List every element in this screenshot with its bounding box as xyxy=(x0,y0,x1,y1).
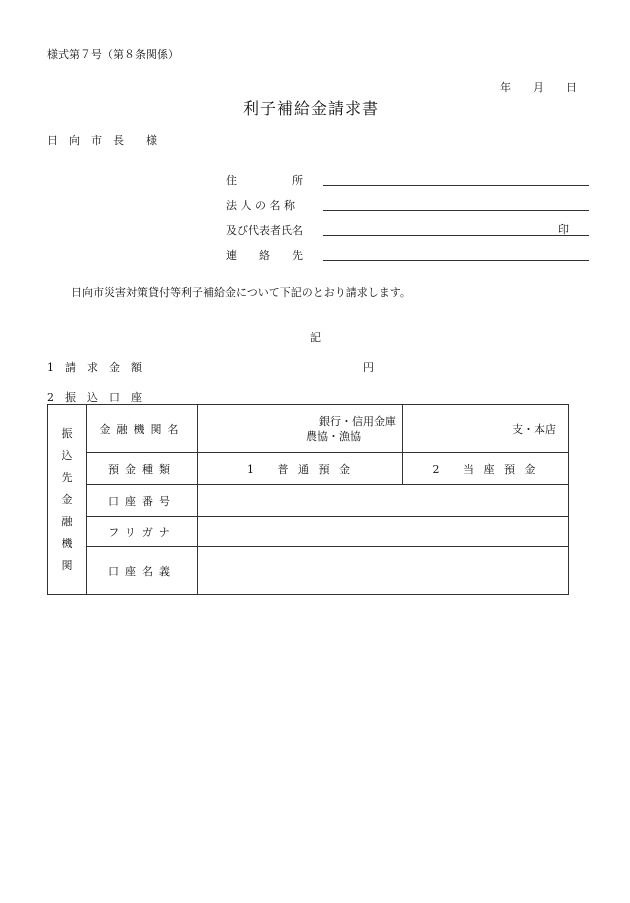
side-char: 機 xyxy=(61,536,73,550)
ki-heading: 記 xyxy=(310,331,321,344)
side-header xyxy=(48,405,87,595)
address-field[interactable] xyxy=(323,185,589,186)
side-char: 先 xyxy=(61,470,73,484)
representative-label: 及び代表者氏名 xyxy=(226,224,303,237)
furigana-label: フリガナ xyxy=(87,517,198,547)
side-char: 融 xyxy=(61,514,73,528)
address-label: 住 所 xyxy=(226,174,303,187)
deposit-type-label: 預金種類 xyxy=(87,453,198,485)
account-number-label: 口座番号 xyxy=(87,485,198,517)
furigana-field[interactable] xyxy=(198,517,569,547)
deposit-option-current[interactable]: 2 当 座 預 金 xyxy=(403,453,569,485)
institution-name-cell[interactable] xyxy=(198,405,403,453)
claim-amount-unit: 円 xyxy=(363,361,374,374)
branch-label: 支・本店 xyxy=(512,422,556,436)
bank-account-table xyxy=(47,404,569,595)
account-number-field[interactable] xyxy=(198,485,569,517)
representative-field[interactable] xyxy=(323,235,589,236)
side-char: 込 xyxy=(61,448,73,462)
contact-label: 連 絡 先 xyxy=(226,249,303,262)
transfer-account-label: 2 振 込 口 座 xyxy=(47,391,142,404)
date-line: 年 月 日 xyxy=(500,81,577,94)
institution-label: 金融機関名 xyxy=(87,405,198,453)
branch-cell[interactable] xyxy=(403,405,569,453)
addressee: 日 向 市 長 様 xyxy=(47,134,157,147)
seal-mark: 印 xyxy=(558,223,569,236)
account-name-field[interactable] xyxy=(198,547,569,595)
deposit-option-ordinary[interactable]: 1 普 通 預 金 xyxy=(198,453,403,485)
bank-types-line1: 銀行・信用金庫 xyxy=(319,414,396,428)
page-title: 利子補給金請求書 xyxy=(243,99,380,118)
side-char: 関 xyxy=(61,558,73,572)
bank-types-line2: 農協・漁協 xyxy=(306,429,361,443)
side-char: 金 xyxy=(61,492,73,506)
contact-field[interactable] xyxy=(323,260,589,261)
corp-name-label: 法 人 の 名 称 xyxy=(226,199,295,212)
corp-name-field[interactable] xyxy=(323,210,589,211)
form-number: 様式第７号（第８条関係） xyxy=(47,48,179,61)
side-char: 振 xyxy=(61,426,73,440)
claim-amount-label: 1 請 求 金 額 xyxy=(47,361,142,374)
request-statement: 日向市災害対策貸付等利子補給金について下記のとおり請求します。 xyxy=(71,286,411,299)
account-name-label: 口座名義 xyxy=(87,547,198,595)
